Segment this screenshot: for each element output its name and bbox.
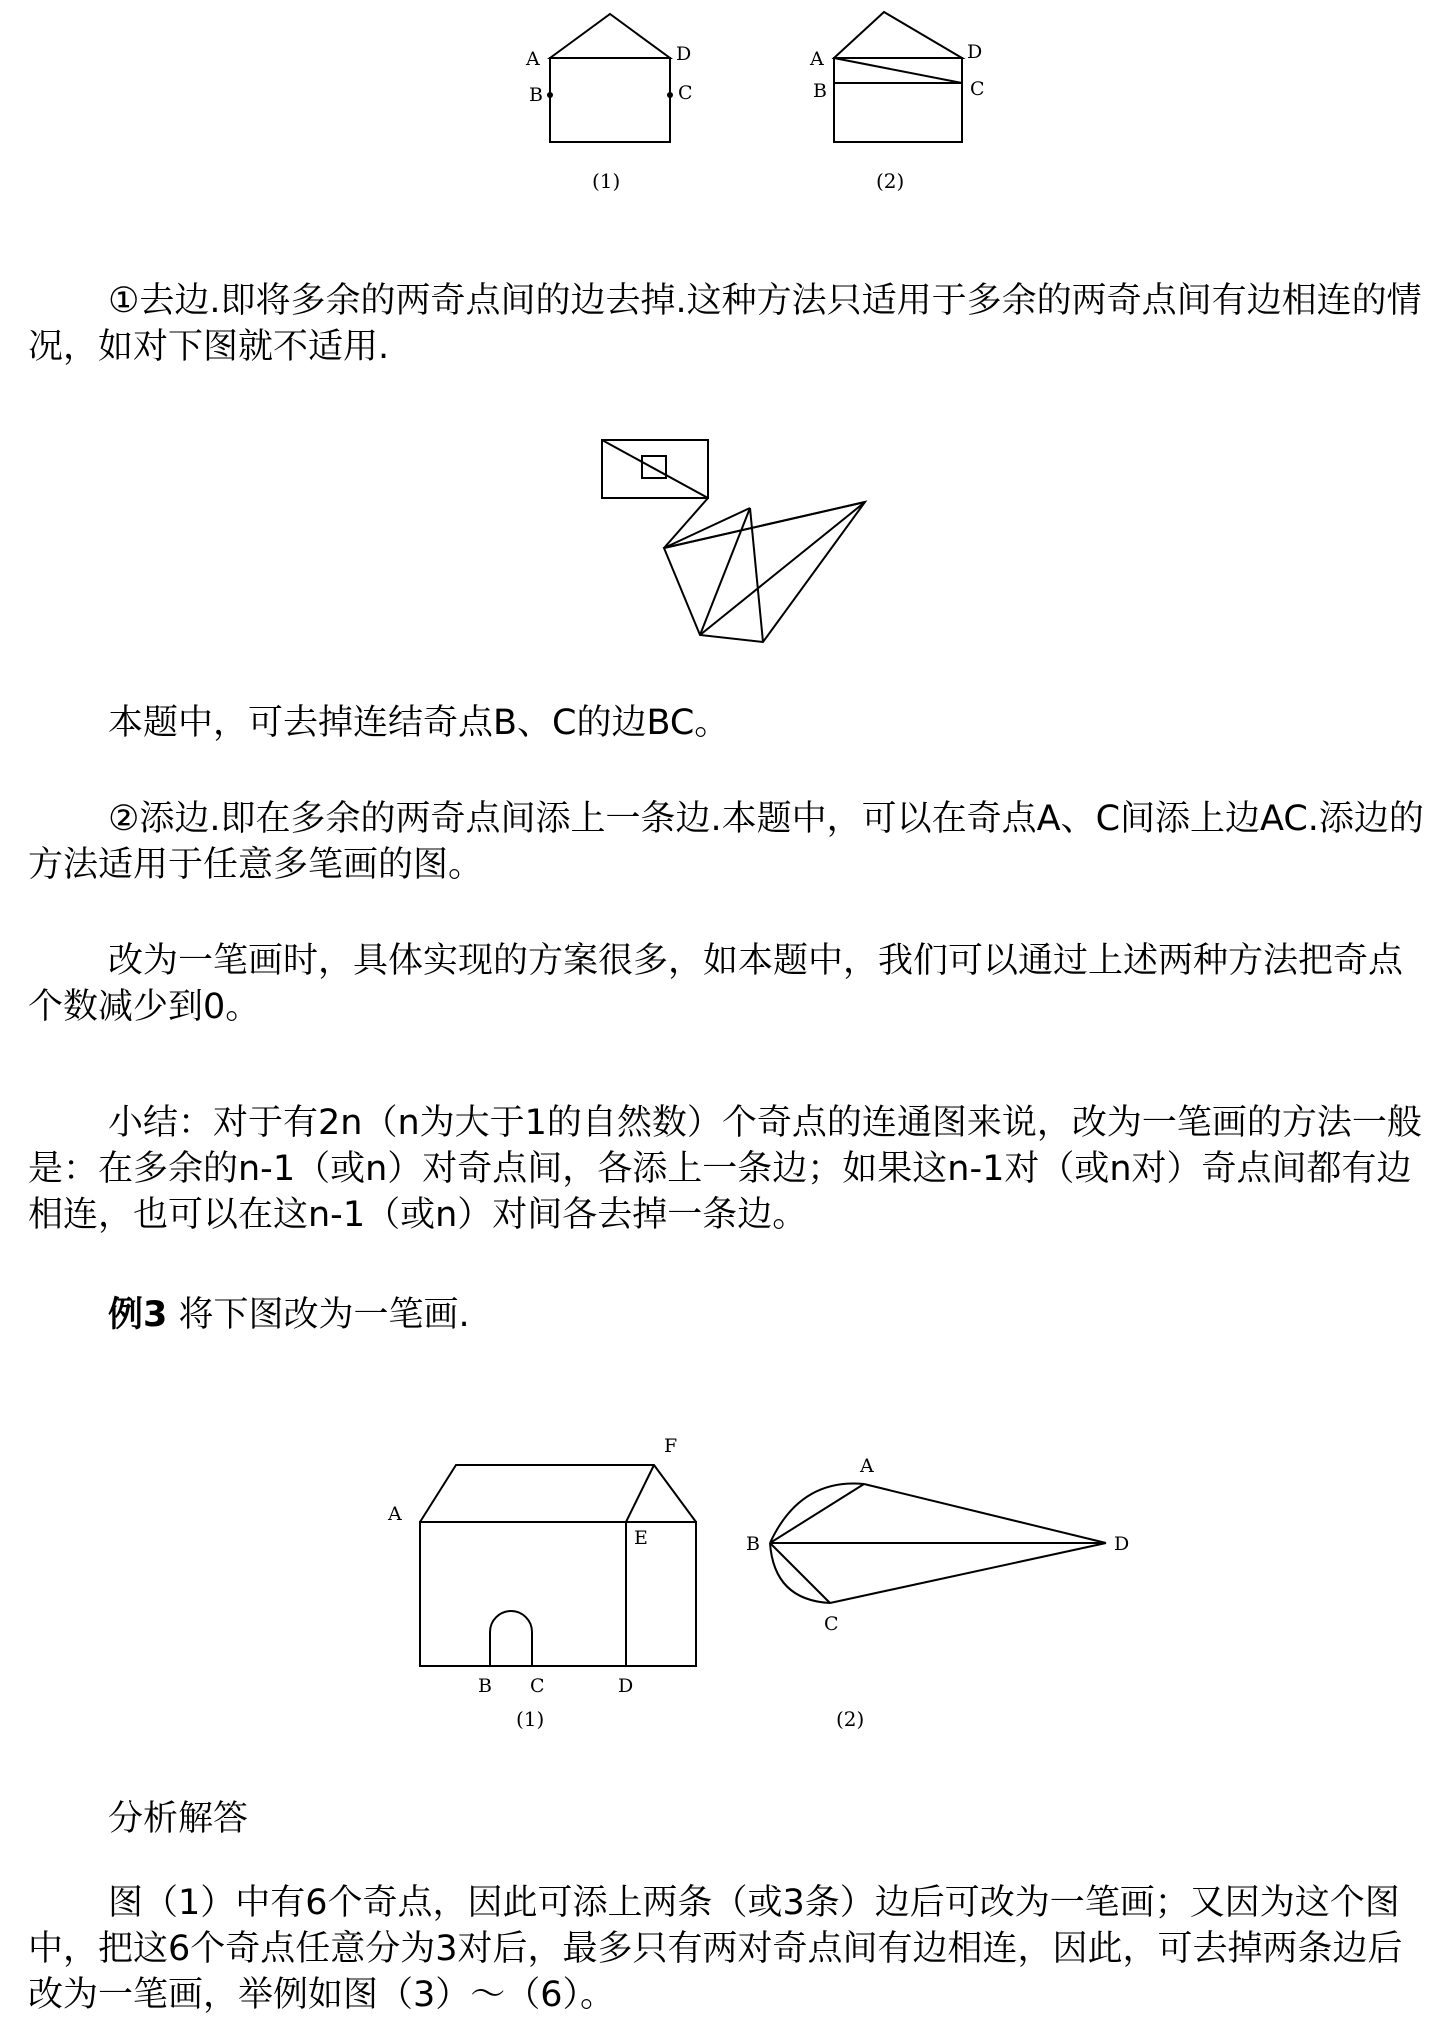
paragraph-add-edge: [28, 796, 1428, 888]
inner-square: [642, 456, 666, 478]
house-body: [420, 1522, 696, 1666]
paragraph-remove-edge: [28, 278, 1428, 370]
edge-ac: [834, 58, 962, 83]
house-body: [550, 58, 670, 142]
paragraph-analysis-heading: [28, 1796, 1428, 1842]
label-c: C: [530, 1675, 545, 1697]
top-figure-2: [809, 12, 985, 193]
paragraph-text: 小结：对于有2n（n为大于1的自然数）个奇点的连通图来说，改为一笔画的方法一般是：在多余的n-1（或n）对奇点间，各添上一条边；如果这n-1对（或n对）奇点间都有边相连，也可以在这n-1（或n）对间各去掉一条边。: [28, 1103, 1422, 1235]
top-figures: [500, 0, 1000, 200]
roof-line: [420, 1465, 696, 1522]
example-heading: [28, 1292, 1428, 1338]
paragraph-analysis: [28, 1880, 1428, 2018]
label-d: D: [618, 1675, 634, 1697]
label-c: C: [678, 82, 693, 104]
roof-edge: [626, 1465, 654, 1522]
paragraph-text: 本题中，可去掉连结奇点B、C的边BC。: [108, 703, 730, 743]
kite-edge: [664, 502, 865, 548]
middle-figure: [590, 430, 890, 660]
paragraph-remove-bc: [28, 700, 1428, 746]
label-b: B: [529, 84, 543, 106]
example-label: 例3: [108, 1295, 168, 1335]
edge-cd: [830, 1543, 1106, 1603]
house-shape: [550, 14, 670, 58]
top-figure-1: [525, 14, 693, 193]
paragraph-summary: [28, 1100, 1428, 1238]
label-a: A: [860, 1455, 874, 1477]
label-b: B: [478, 1675, 492, 1697]
label-f: F: [664, 1435, 678, 1457]
label-c: C: [970, 78, 985, 100]
label-a: A: [810, 48, 824, 70]
label-d: D: [967, 41, 983, 63]
point-c: [667, 92, 673, 98]
house-shape: [834, 12, 962, 58]
rect-diagonal: [602, 440, 708, 498]
bottom-figure-1: [387, 1435, 696, 1731]
paragraph-plans: [28, 938, 1428, 1030]
label-b: B: [813, 80, 827, 102]
paragraph-text: 改为一笔画时，具体实现的方案很多，如本题中，我们可以通过上述两种方法把奇点个数减少到0。: [28, 941, 1404, 1027]
caption-2: (2): [836, 1707, 865, 1731]
paragraph-text: 图（1）中有6个奇点，因此可添上两条（或3条）边后可改为一笔画；又因为这个图中，把这6个奇点任意分为3对后，最多只有两对奇点间有边相连，因此，可去掉两条边后改为一笔画，举例如图（3）～（6）。: [28, 1883, 1403, 2015]
paragraph-text: ①去边.即将多余的两奇点间的边去掉.这种方法只适用于多余的两奇点间有边相连的情况，如对下图就不适用.: [28, 281, 1422, 367]
paragraph-text: ②添边.即在多余的两奇点间添上一条边.本题中，可以在奇点A、C间添上边AC.添边的方法适用于任意多笔画的图。: [28, 799, 1424, 885]
edge-ad: [864, 1484, 1106, 1543]
door-arch: [490, 1611, 532, 1666]
paragraph-text: 分析解答: [108, 1799, 249, 1839]
label-b: B: [746, 1533, 760, 1555]
label-c: C: [824, 1613, 839, 1635]
bottom-figure-2: [746, 1455, 1129, 1731]
caption-1: (1): [516, 1707, 545, 1731]
edge-ab: [770, 1484, 864, 1543]
label-d: D: [1114, 1533, 1130, 1555]
edge-bc: [770, 1543, 830, 1603]
label-d: D: [676, 43, 692, 65]
bottom-figures: [370, 1420, 1150, 1740]
label-a: A: [388, 1503, 402, 1525]
caption-1: (1): [592, 169, 621, 193]
kite-shape: [664, 502, 865, 642]
label-e: E: [634, 1527, 648, 1549]
point-b: [547, 92, 553, 98]
label-a: A: [526, 48, 540, 70]
example-text: 将下图改为一笔画.: [167, 1295, 470, 1335]
caption-2: (2): [876, 169, 905, 193]
